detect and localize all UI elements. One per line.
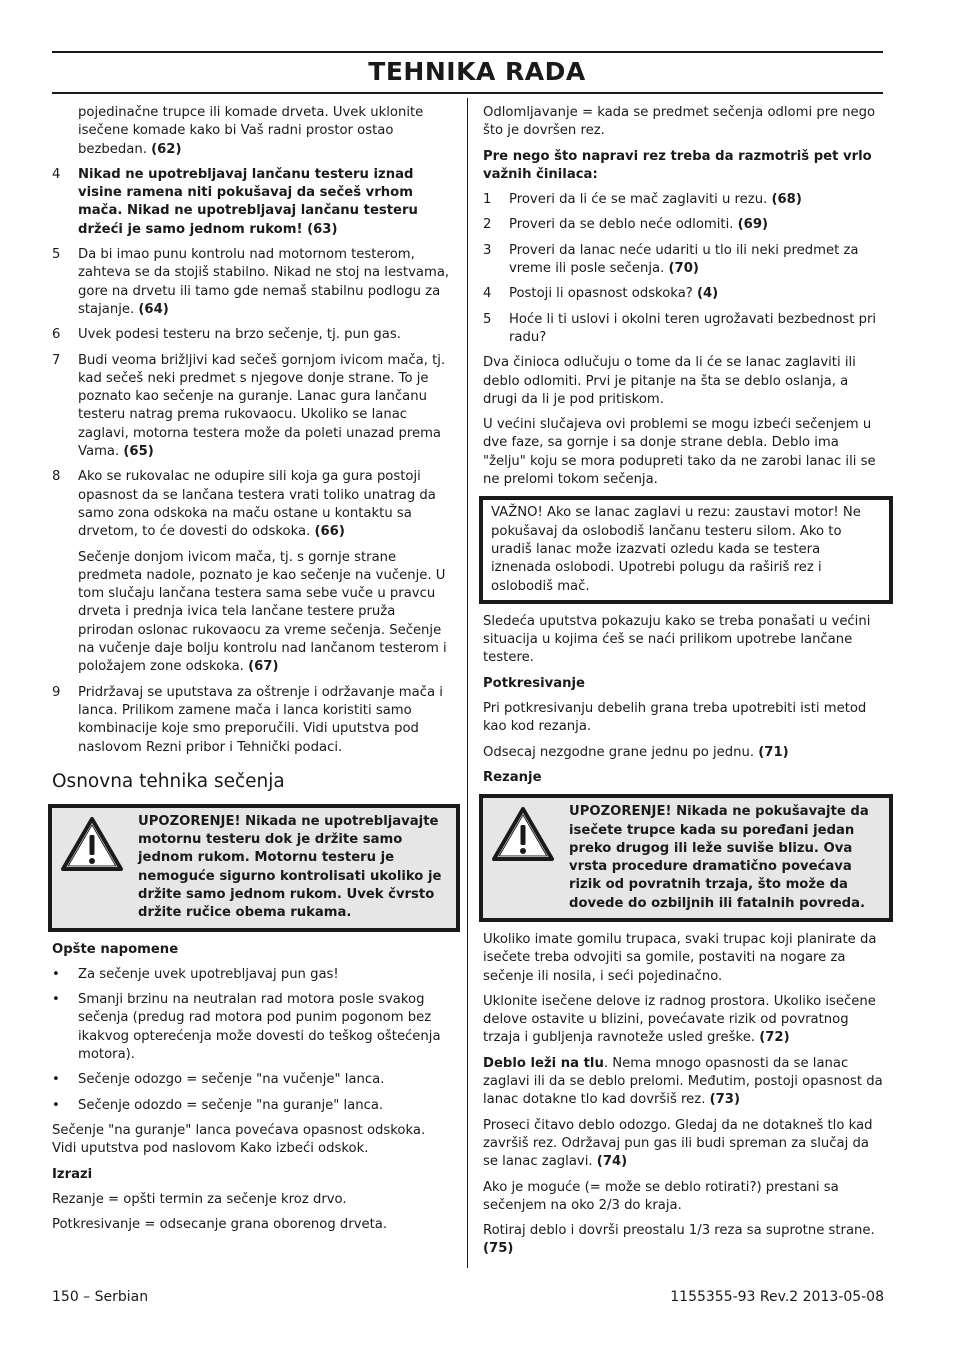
- list-item: 8 Ako se rukovalac ne odupire sili koja ga gura postoji opasnost da se lančana testera vrati toliko unatrag da samo zona odskoka na maču ostane u kontaktu sa drvetom, to će dovesti do odskoka. (66): [52, 469, 436, 540]
- list-item: • Sečenje odozgo = sečenje "na vučenje" lanca.: [52, 1071, 450, 1089]
- subheading-izrazi: Izrazi: [52, 1166, 93, 1182]
- bullet: •: [52, 1097, 60, 1113]
- bullet: •: [52, 1072, 60, 1088]
- paragraph: Odsecaj nezgodne grane jednu po jednu. (71): [483, 744, 789, 760]
- item-number: 6: [52, 327, 61, 343]
- figure-ref: (69): [737, 217, 769, 233]
- paragraph: U većini slučajeva ovi problemi se mogu izbeći sečenjem u dve faze, sa gornje i sa donje strane debla. Deblo ima "želju" koju se mora poduprеti tako da ne zarobi lanac ili se ne prelomi tokom sečenja.: [483, 417, 876, 488]
- list-item: • Sečenje odozdo = sečenje "na guranje" lanca.: [52, 1097, 450, 1115]
- subheading-rezanje: Rezanje: [483, 769, 542, 785]
- list-item: 5 Hoće li ti uslovi i okolni teren ugrožavati bezbednost pri radu?: [483, 311, 877, 345]
- paragraph: Ukoliko imate gomilu trupaca, svaki trupac koji planirate da isečete treba odvojiti sa gomile, postaviti na nogare za sečenje ili nosila, i seći pojedinačno.: [483, 931, 877, 984]
- item-number: 8: [52, 469, 61, 485]
- paragraph: Dva činioca odlučuju o tome da li će se lanac zaglaviti ili deblo odlomiti. Prvi je pitanje na šta se deblo oslanja, a drugi da li je pod pritiskom.: [483, 355, 856, 407]
- figure-ref: (64): [138, 301, 169, 317]
- list-item: 5 Da bi imao punu kontrolu nad motornom testerom, zahteva se da stojiš stabilno. Nikad ne stoj na lestvama, gore na drvetu ili tamo gde nemaš stabilnu podlogu za stajanje. (64): [52, 247, 450, 317]
- list-item: • Smanji brzinu na neutralan rad motora posle svakog sečenja (predug rad motora pod punim pogonom bez ikakvog opterećenja može dovesti do teškog oštećenja motora).: [52, 992, 441, 1063]
- paragraph: Potkresivanje = odsecanje grana oborenog drveta.: [52, 1217, 388, 1233]
- note-text: VAŽNO! Ako se lanac zaglavi u rezu: zaustavi motor! Ne pokušavaj da oslobodiš lančanu testeru silom. Ako to uradiš lanac može izazvati ozledu kada se testera iznenada oslobodi. Upotrebi polugu da raširiš rez i oslobodiš mač.: [491, 505, 861, 594]
- item-number: 4: [52, 166, 61, 182]
- item-number: 5: [52, 247, 61, 263]
- continued-paragraph: pojedinačne trupce ili komade drveta. Uvek uklonite isečene komade kako bi Vaš radni prostor ostao bezbedan. (62): [78, 105, 424, 157]
- warning-box: [479, 794, 893, 922]
- item-number: 3: [483, 242, 492, 258]
- figure-ref: (67): [248, 659, 279, 675]
- warning-triangle-icon: [491, 806, 555, 862]
- figure-ref: (66): [314, 524, 345, 540]
- paragraph: Uklonite isečene delove iz radnog prostora. Ukoliko isečene delove ostavite u blizini, povećavate rizik od povratnog trzaja i gubljenja ravnoteže usled greške. (72): [483, 993, 876, 1046]
- top-rule: [52, 51, 883, 53]
- warning-text: UPOZORENJE! Nikada ne pokušavajte da isečete trupce kada su poređani jedan preko drugog ili leže suviše blizu. Ova vrsta procedure dramatično povećava rizik od povratnih trzaja, što može da dovede do ozbiljnih ili fatalnih povreda.: [569, 804, 869, 911]
- paragraph: Rezanje = opšti termin za sečenje kroz drvo.: [52, 1191, 347, 1207]
- inline-heading: Deblo leži na tlu: [483, 1055, 604, 1071]
- important-note-box: [479, 496, 893, 603]
- subheading-potkresivanje: Potkresivanje: [483, 675, 585, 691]
- item-number: 9: [52, 684, 61, 700]
- list-item: • Za sečenje uvek upotrebljavaj pun gas!: [52, 966, 450, 984]
- list-item: 9 Pridržavaj se uputstava za oštrenje i održavanje mača i lanca. Prilikom zamene mača i lanca koristiti samo kombinacije koje smo preporučili. Vidi uputstva pod naslovom Rezni pribor i Tehnički podaci.: [52, 684, 443, 755]
- list-item: 6 Uvek podesi testeru na brzo sečenje, tj. pun gas.: [52, 326, 450, 344]
- section-heading: Osnovna tehnika sečenja: [52, 770, 285, 792]
- item-8-extra: Sečenje donjom ivicom mača, tj. s gornje strane predmeta nadole, poznato je kao sečenje na vučenje. U tom slučaju lančana testera sama sebe vuče u pravcu drveta i prednja ivica tela lančane testere pruža prirodan oslonac rukovaocu za vreme sečenja. Sečenje na vučenje daje bolju kontrolu nad lančanom testerom i položajem zone odskoka. (67): [78, 549, 447, 675]
- list-item: 7 Budi veoma brižljivi kad sečeš gornjom ivicom mača, tj. kad sečeš neki predmet s njegove donje strane. To je poznato kao sečenje na guranje. Lanac gura lančanu testeru natrag prema rukovaocu. Ukoliko se lanac zaglavi, motorna testera može da poleti unazad prema Vama. (65): [52, 352, 446, 460]
- figure-ref: (75): [483, 1241, 514, 1257]
- item-number: 2: [483, 217, 492, 233]
- item-number: 1: [483, 192, 492, 208]
- figure-ref: (70): [668, 261, 699, 277]
- right-column: [483, 104, 883, 1266]
- subheading-five-factors: Pre nego što napravi rez treba da razmotriš pet vrlo važnih činilaca:: [483, 148, 872, 182]
- figure-ref: (72): [759, 1030, 790, 1046]
- item-number: 4: [483, 286, 492, 302]
- paragraph: Pri potkresivanju debelih grana treba upotrebiti isti metod kao kod rezanja.: [483, 701, 867, 735]
- paragraph: Ako je moguće (= može se deblo rotirati?) prestani sa sečenjem na oko 2/3 do kraja.: [483, 1179, 839, 1213]
- item-number: 7: [52, 352, 61, 368]
- figure-ref: (62): [151, 141, 182, 157]
- bullet: •: [52, 992, 60, 1008]
- warning-text: UPOZORENJE! Nikada ne upotrebljavajte motornu testeru dok je držite samo jednom rukom. Motornu testeru je nemoguće sigurno kontrolisati ukoliko je držite samo jednom rukom. Uvek čvrsto držite ručice obema rukama.: [138, 813, 442, 921]
- warning-triangle-icon: [60, 816, 124, 872]
- bullet: •: [52, 966, 60, 982]
- title-rule: [52, 92, 883, 94]
- figure-ref: (73): [709, 1092, 740, 1108]
- subheading-opste: Opšte napomene: [52, 941, 179, 957]
- paragraph: Sledeća uputstva pokazuju kako se treba ponašati u većini situacija u kojima ćeš se naći prilikom upotrebe lančane testere.: [483, 613, 871, 666]
- figure-ref: (68): [771, 192, 802, 208]
- paragraph: Sečenje "na guranje" lanca povećava opasnost odskoka. Vidi uputstva pod naslovom Kako izbeći odskok.: [52, 1122, 426, 1157]
- item-number: 5: [483, 311, 492, 327]
- page-title: TEHNIKA RADA: [368, 57, 586, 86]
- list-item: 4 Nikad ne upotrebljavaj lančanu testeru iznad visine ramena niti pokušavaj da sečeš vrhom mača. Nikad ne upotrebljavaj lančanu testeru držeći je samo jednom rukom! (63): [52, 166, 418, 237]
- figure-ref: (71): [758, 744, 789, 760]
- list-item: 4 Postoji li opasnost odskoka? (4): [483, 285, 883, 303]
- warning-box: [48, 804, 460, 932]
- paragraph: Rotiraj deblo i dovrši preostalu 1/3 reza sa suprotne strane. (75): [483, 1223, 875, 1257]
- list-item: 3 Proveri da lanac neće udariti u tlo ili neki predmet za vreme ili posle sečenja. (70): [483, 242, 859, 277]
- column-divider: [467, 98, 468, 1268]
- figure-ref: (74): [596, 1154, 628, 1170]
- paragraph: Odlomljavanje = kada se predmet sečenja odlomi pre nego što je dovršen rez.: [483, 105, 876, 139]
- list-item: 1 Proveri da li će se mač zaglaviti u rezu. (68): [483, 191, 883, 209]
- document-id: 1155355-93 Rev.2 2013-05-08: [670, 1289, 884, 1305]
- page-number: 150 – Serbian: [52, 1289, 149, 1305]
- list-item: 2 Proveri da se deblo neće odlomiti. (69): [483, 216, 883, 234]
- figure-ref: (63): [307, 221, 338, 237]
- paragraph: Deblo leži na tlu. Nema mnogo opasnosti da se lanac zaglavi ili da se deblo prelomi. Međutim, postoji opasnost da lanac dotakne tlo kad dovršiš rez. (73): [483, 1055, 883, 1108]
- paragraph: Proseci čitavo deblo odozgo. Gledaj da ne dotakneš tlo kad završiš rez. Održavaj pun gas ili budi spreman za slučaj da se lanac zaglavi. (74): [483, 1117, 873, 1170]
- left-column: [52, 104, 450, 1241]
- figure-ref: (65): [123, 444, 154, 460]
- figure-ref: (4): [696, 286, 719, 302]
